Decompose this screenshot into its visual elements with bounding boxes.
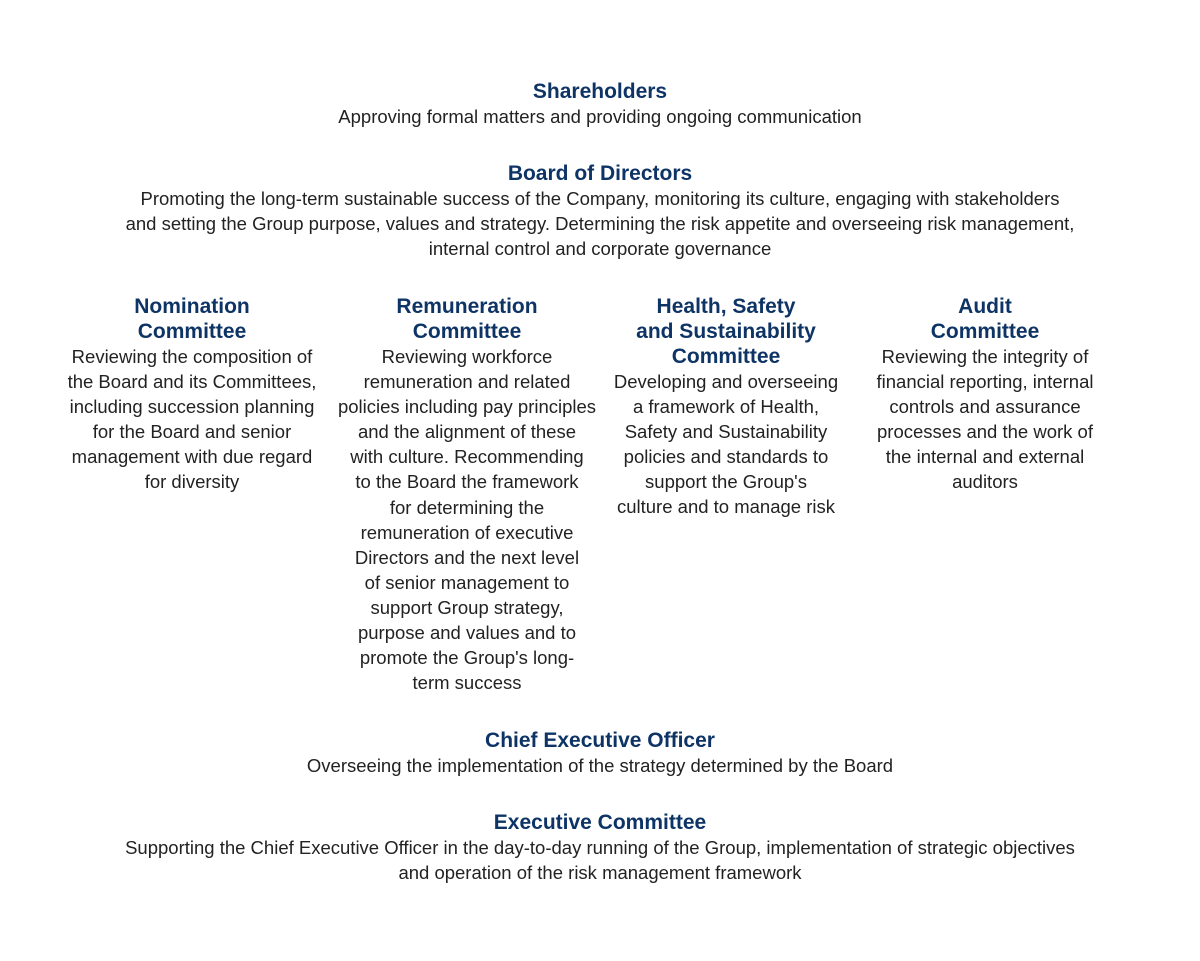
- title-line: Committee: [671, 345, 781, 368]
- description-line: with culture. Recommending: [350, 446, 584, 468]
- description-line: policies including pay principles: [337, 396, 597, 418]
- description-line: the Board and its Committees,: [67, 371, 317, 393]
- description-line: Safety and Sustainability: [624, 421, 828, 443]
- description-line: the internal and external: [885, 446, 1085, 468]
- title-line: Committee: [412, 320, 522, 343]
- ceo-title: Chief Executive Officer: [485, 729, 715, 752]
- board-description-line: Promoting the long-term sustainable success of the Company, monitoring its culture, engaging with stakeholders: [140, 188, 1060, 209]
- description-line: remuneration and related: [363, 371, 571, 393]
- description-line: of senior management to: [364, 571, 570, 593]
- hss-committee-node: [596, 294, 856, 520]
- description-line: Reviewing workforce: [381, 346, 553, 367]
- description-line: controls and assurance: [889, 396, 1081, 418]
- description-line: including succession planning: [69, 396, 315, 418]
- shareholders-description: Approving formal matters and providing ongoing communication: [338, 106, 862, 127]
- nomination-committee-title: [62, 294, 322, 344]
- description-line: management with due regard: [71, 446, 313, 468]
- executive-committee-description-line: Supporting the Chief Executive Officer in the day-to-day running of the Group, implementation of strategic objectives: [125, 837, 1075, 858]
- nomination-committee-description: [62, 344, 322, 495]
- description-line: term success: [412, 672, 522, 694]
- description-line: and the alignment of these: [357, 421, 577, 443]
- description-line: purpose and values and to: [357, 622, 577, 644]
- description-line: for the Board and senior: [92, 421, 292, 443]
- title-line: Committee: [137, 320, 247, 343]
- executive-committee-node: [0, 810, 1200, 885]
- board-description-line: internal control and corporate governance: [428, 238, 772, 259]
- audit-committee-node: [855, 294, 1115, 495]
- hss-committee-title: [596, 294, 856, 369]
- remuneration-committee-description: [337, 344, 597, 695]
- remuneration-committee-node: [337, 294, 597, 695]
- board-description: [0, 186, 1200, 261]
- board-title: Board of Directors: [507, 162, 693, 185]
- nomination-committee-node: [62, 294, 322, 495]
- executive-committee-title: Executive Committee: [493, 811, 707, 834]
- description-line: policies and standards to: [623, 446, 829, 468]
- title-line: Health, Safety: [656, 295, 796, 318]
- ceo-node: [0, 728, 1200, 778]
- shareholders-node: [0, 79, 1200, 129]
- title-line: Committee: [930, 320, 1040, 343]
- description-line: to the Board the framework: [355, 471, 579, 493]
- title-line: Remuneration: [396, 295, 538, 318]
- description-line: culture and to manage risk: [616, 496, 835, 518]
- audit-committee-description: [855, 344, 1115, 495]
- description-line: Directors and the next level: [354, 546, 580, 568]
- ceo-description: Overseeing the implementation of the strategy determined by the Board: [306, 755, 894, 776]
- description-line: Reviewing the integrity of: [881, 346, 1089, 367]
- board-node: [0, 161, 1200, 261]
- description-line: support Group strategy,: [370, 596, 564, 618]
- description-line: Developing and overseeing: [613, 371, 839, 392]
- executive-committee-description: [0, 835, 1200, 885]
- description-line: a framework of Health,: [632, 396, 820, 418]
- description-line: auditors: [952, 471, 1018, 493]
- executive-committee-description-line: and operation of the risk management framework: [398, 862, 802, 883]
- description-line: financial reporting, internal: [876, 371, 1094, 393]
- title-line: Nomination: [134, 295, 250, 318]
- audit-committee-title: [855, 294, 1115, 344]
- hss-committee-description: [596, 369, 856, 520]
- description-line: support the Group's: [645, 471, 807, 493]
- description-line: for determining the: [389, 496, 545, 518]
- shareholders-title: Shareholders: [532, 80, 668, 103]
- description-line: remuneration of executive: [360, 521, 574, 543]
- description-line: Reviewing the composition of: [71, 346, 313, 367]
- description-line: processes and the work of: [877, 421, 1093, 443]
- board-description-line: and setting the Group purpose, values and strategy. Determining the risk appetite and overseeing risk management,: [125, 213, 1075, 234]
- description-line: promote the Group's long-: [359, 647, 575, 669]
- description-line: for diversity: [144, 471, 240, 493]
- title-line: Audit: [958, 295, 1012, 318]
- title-line: and Sustainability: [636, 320, 816, 343]
- remuneration-committee-title: [337, 294, 597, 344]
